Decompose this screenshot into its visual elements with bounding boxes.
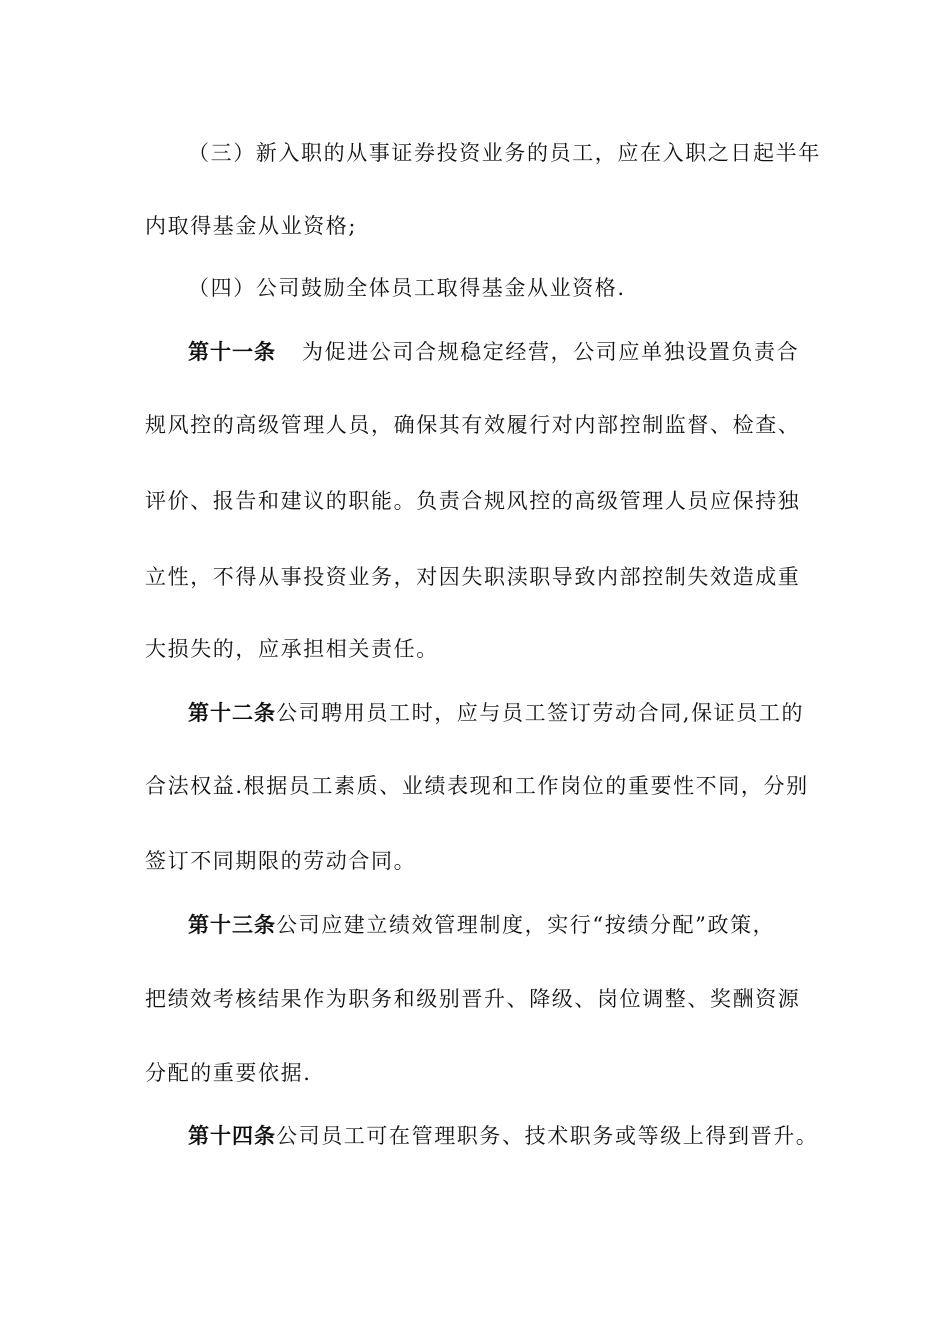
paragraph-line — [145, 1058, 810, 1088]
line-text: 合法权益.根据员工素质、业绩表现和工作岗位的重要性不同，分别 — [145, 774, 809, 798]
paragraph-line — [145, 846, 810, 876]
line-text: 评价、报告和建议的职能。负责合规风控的高级管理人员应保持独 — [145, 489, 801, 513]
article-heading-line — [188, 910, 810, 940]
paragraph-line — [145, 410, 810, 440]
paragraph-line — [145, 211, 810, 241]
line-text: 内取得基金从业资格; — [145, 214, 358, 238]
paragraph-line — [188, 138, 821, 168]
paragraph-line — [145, 486, 810, 516]
line-text: （四）公司鼓励全体员工取得基金从业资格. — [188, 276, 626, 300]
article-number: 第十三条 — [188, 913, 276, 937]
line-text: 签订不同期限的劳动合同。 — [145, 849, 417, 873]
article-heading-line — [188, 698, 810, 728]
paragraph-line — [145, 562, 810, 592]
article-heading-line — [188, 337, 810, 367]
line-text: 大损失的，应承担相关责任。 — [145, 637, 439, 661]
article-heading-line — [188, 1121, 828, 1151]
paragraph-line — [188, 273, 810, 303]
line-text: 公司应建立绩效管理制度，实行“按绩分配”政策， — [276, 913, 776, 937]
paragraph-line — [145, 634, 810, 664]
article-number: 第十四条 — [188, 1124, 276, 1148]
article-number: 第十二条 — [188, 701, 276, 725]
line-text: 为促进公司合规稳定经营，公司应单独设置负责合 — [302, 340, 800, 364]
line-text: 把绩效考核结果作为职务和级别晋升、降级、岗位调整、奖酬资源 — [145, 987, 801, 1011]
line-text: （三）新入职的从事证券投资业务的员工，应在入职之日起半年 — [188, 141, 821, 165]
line-text: 分配的重要依据. — [145, 1061, 312, 1085]
paragraph-line — [145, 771, 810, 801]
line-text: 公司员工可在管理职务、技术职务或等级上得到晋升。 — [276, 1124, 819, 1148]
line-text: 公司聘用员工时，应与员工签订劳动合同,保证员工的 — [276, 701, 805, 725]
paragraph-line — [145, 984, 810, 1014]
line-text: 规风控的高级管理人员，确保其有效履行对内部控制监督、检查、 — [145, 413, 801, 437]
article-number: 第十一条 — [188, 340, 276, 364]
line-text: 立性，不得从事投资业务，对因失职渎职导致内部控制失效造成重 — [145, 565, 801, 589]
